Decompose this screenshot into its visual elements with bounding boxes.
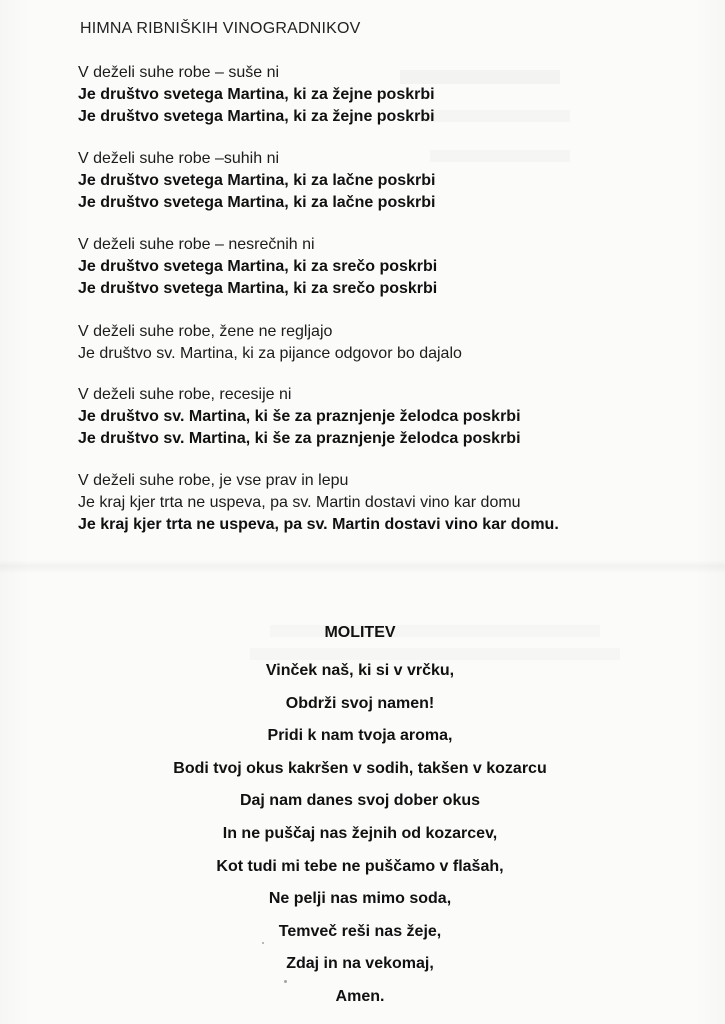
verse-line: Je društvo svetega Martina, ki za srečo poskrbi	[78, 280, 438, 297]
verse-line: V deželi suhe robe, žene ne regljajo	[78, 323, 333, 340]
verse-line: Je kraj kjer trta ne uspeva, pa sv. Martin dostavi vino kar domu	[78, 494, 521, 511]
prayer-line: Daj nam danes svoj dober okus	[239, 792, 481, 810]
verse-line: Je društvo sv. Martina, ki še za praznjenje želodca poskrbi	[78, 408, 521, 425]
verse-line: V deželi suhe robe, je vse prav in lepu	[78, 472, 349, 489]
verse-line: V deželi suhe robe – suše ni	[78, 64, 280, 81]
hymn-stanza-3	[78, 234, 678, 300]
prayer-line: Pridi k nam tvoja aroma,	[267, 727, 453, 745]
verse-line: V deželi suhe robe, recesije ni	[78, 386, 292, 403]
prayer-line: Vinček naš, ki si v vrčku,	[265, 662, 455, 679]
prayer-line: Amen.	[335, 987, 385, 1005]
verse-line: V deželi suhe robe – nesrečnih ni	[78, 236, 315, 253]
prayer-line: Zdaj in na vekomaj,	[286, 955, 434, 973]
verse-line: Je društvo svetega Martina, ki za srečo poskrbi	[78, 258, 438, 275]
prayer-line: Bodi tvoj okus kakršen v sodih, takšen v kozarcu	[173, 759, 547, 777]
hymn-stanza-4	[78, 321, 678, 365]
hymn-stanza-5	[78, 384, 678, 450]
verse-line: V deželi suhe robe –suhih ni	[78, 150, 280, 167]
hymn-stanza-6	[78, 470, 678, 536]
prayer-line: Ne pelji nas mimo soda,	[268, 890, 452, 908]
hymn-stanza-2	[78, 148, 678, 214]
verse-line: Je društvo sv. Martina, ki za pijance odgovor bo dajalo	[78, 345, 462, 362]
hymn-stanza-1	[78, 62, 678, 128]
prayer-title: MOLITEV	[324, 624, 396, 641]
verse-line: Je kraj kjer trta ne uspeva, pa sv. Martin dostavi vino kar domu.	[78, 516, 559, 533]
prayer-line: Kot tudi mi tebe ne puščamo v flašah,	[216, 857, 504, 875]
hymn-title: HIMNA RIBNIŠKIH VINOGRADNIKOV	[80, 20, 361, 37]
prayer-line: Obdrži svoj namen!	[285, 694, 435, 712]
verse-line: Je društvo svetega Martina, ki za lačne poskrbi	[78, 172, 436, 189]
prayer-line: In ne puščaj nas žejnih od kozarcev,	[222, 824, 498, 842]
verse-line: Je društvo sv. Martina, ki še za praznjenje želodca poskrbi	[78, 430, 521, 447]
prayer-body	[0, 655, 720, 1014]
verse-line: Je društvo svetega Martina, ki za žejne poskrbi	[78, 108, 435, 125]
verse-line: Je društvo svetega Martina, ki za lačne poskrbi	[78, 194, 436, 211]
verse-line: Je društvo svetega Martina, ki za žejne poskrbi	[78, 86, 435, 103]
prayer-line: Temveč reši nas žeje,	[278, 922, 442, 940]
